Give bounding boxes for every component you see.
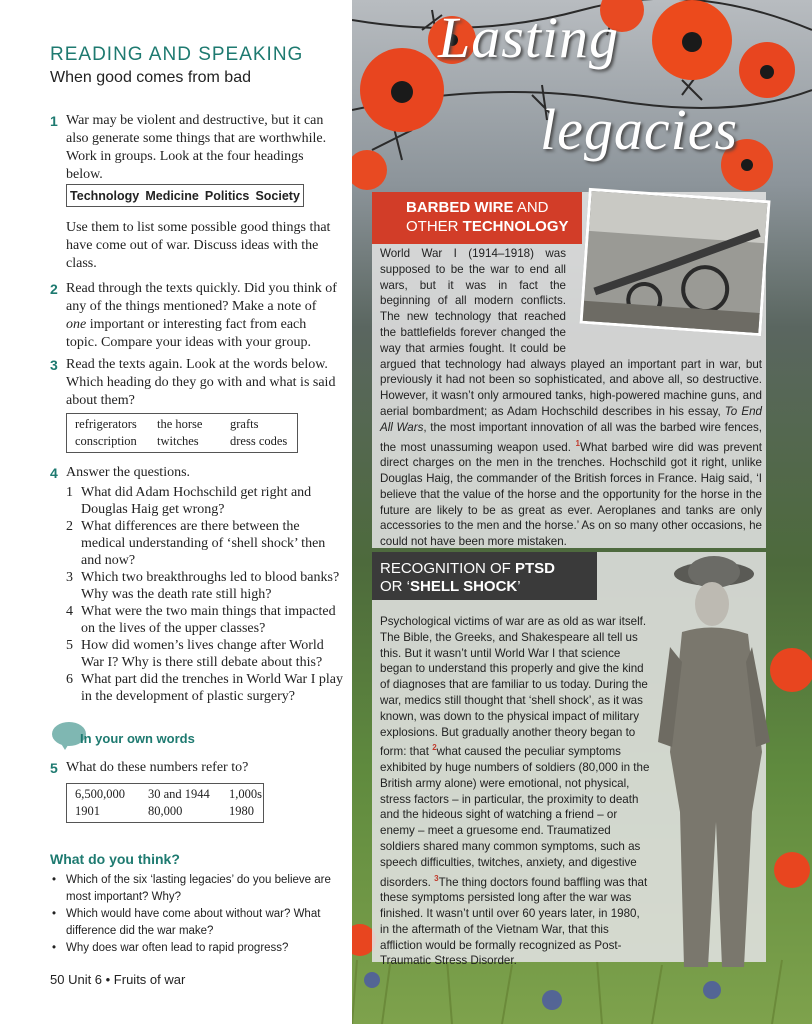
article-title-line1: Lasting	[438, 5, 620, 70]
bullet-item: • Why does war often lead to rapid progress?	[52, 940, 342, 957]
task-text: Read through the texts quickly. Did you think of any of the things mentioned? Make a note of one important or interesting fact from each topic. Compare your ideas with your group.	[66, 281, 337, 350]
word: dress codes	[230, 433, 288, 448]
number: 30 and 1944	[148, 787, 210, 801]
page-footer: 50 Unit 6 • Fruits of war	[50, 972, 186, 987]
ptsd-article	[372, 552, 766, 968]
heading-word: Medicine	[145, 188, 199, 203]
number: 1901	[75, 803, 100, 818]
barbed-wire-body: World War I (1914–1918) was supposed to be the war to end all wars, but it was in fact the beginning of all modern conflicts. The new technology that reached the battlefields forever changed the way that armies fought. It could be argued that technology had always played an important part in war, but previously it had not been so sophisticated, and above all, so destructive. However, it wasn’t only armoured tanks, high-powered machine guns, and aerial bombardment; as Adam Hochschild describes in his essay, To End All Wars, the most important innovation of all was the barbed wire fences, the most unassuming weapon used. $^1$What barbed wire did was prevent direct charges on the men in the trenches. Hochschild got it right, unlike Douglas Haig, the commander of the British forces in France. Haig said, ‘I believe that the value of the horse and the opportunity for the horse in the future are likely to be as great as ever. Aeroplanes and tanks are only accessories to the men and the horse.’ As on so many other occasions, he could not have been more mistaken.	[380, 247, 762, 549]
question-list	[66, 484, 346, 705]
number: 1980	[229, 803, 254, 818]
task-number: 4	[50, 465, 58, 481]
word: grafts	[230, 417, 259, 431]
question: 3 Which two breakthroughs led to blood banks? Why was the death rate still high?	[66, 570, 340, 602]
cornflower-icon	[364, 972, 721, 1010]
task-3	[50, 356, 340, 410]
article-column	[352, 0, 812, 1024]
question: 5 How did women’s lives change after World War I? Why is there still debate about this?	[66, 638, 324, 670]
words-box	[66, 413, 298, 453]
number: 1,000s	[229, 787, 262, 801]
exercise-column	[0, 0, 350, 1024]
heading-word: Politics	[204, 188, 250, 203]
soldier-photo	[652, 552, 782, 967]
task-4	[50, 464, 340, 482]
task-1-continued	[50, 219, 340, 273]
question: 2 What differences are there between the medical understanding of ‘shell shock’ then and now?	[66, 519, 326, 568]
heading-word: Technology	[70, 188, 140, 203]
numbers-box	[66, 783, 264, 823]
task-number: 5	[50, 760, 58, 776]
barbed-wire-article	[372, 192, 766, 548]
task-text: Answer the questions.	[66, 465, 191, 480]
in-your-own-words-label: In your own words	[80, 731, 195, 746]
section-subtitle: When good comes from bad	[50, 69, 251, 86]
task-text: What do these numbers refer to?	[66, 760, 249, 775]
task-number: 2	[50, 281, 58, 297]
ptsd-heading: RECOGNITION OF PTSD OR ‘SHELL SHOCK’	[372, 552, 597, 600]
task-number: 1	[50, 113, 58, 129]
task-1	[50, 112, 340, 184]
barbed-wire-heading: BARBED WIRE AND OTHER TECHNOLOGY	[372, 192, 582, 244]
bullet-item: • Which would have come about without war? What difference did the war make?	[52, 906, 342, 940]
bullet-item: • Which of the six ‘lasting legacies’ do you believe are most important? Why?	[52, 872, 342, 906]
headings-box	[66, 184, 304, 207]
word: conscription	[75, 433, 137, 448]
task-text: War may be violent and destructive, but it can also generate some things that are worthwhile. Work in groups. Look at the four headings below.	[66, 113, 327, 182]
number: 6,500,000	[75, 787, 125, 801]
number: 80,000	[148, 803, 183, 818]
question: 1 What did Adam Hochschild get right and Douglas Haig get wrong?	[66, 485, 312, 517]
task-number: 3	[50, 357, 58, 373]
task-text: Use them to list some possible good things that have come out of war. Discuss ideas with the class.	[66, 220, 331, 271]
task-text: Read the texts again. Look at the words below. Which heading do they go with and what is said about them?	[66, 357, 336, 408]
word: refrigerators	[75, 417, 137, 431]
section-title: READING AND SPEAKING	[50, 44, 304, 65]
question: 4 What were the two main things that impacted on the lives of the upper classes?	[66, 604, 336, 636]
question: 6 What part did the trenches in World War I play in the development of plastic surgery?	[66, 672, 343, 704]
heading-word: Society	[255, 188, 300, 203]
discussion-bullets	[52, 872, 342, 957]
word: twitches	[157, 433, 199, 448]
task-5	[50, 759, 340, 777]
task-2	[50, 280, 340, 352]
article-title-line2: legacies	[540, 97, 739, 162]
ptsd-body: Psychological victims of war are as old as war itself. The Bible, the Greeks, and Shakespeare all tell us this. But it wasn’t until World War I that science began to understand this properly and give the kind of diagnoses that are familiar to us today. During the war, medics still thought that ‘shell shock’, as it was known, was down to the physical impact of military explosions. But gradually another theory began to form: that $^2$what caused the peculiar symptoms exhibited by huge numbers of soldiers (80,000 in the British army alone) were emotional, not physical, stress factors – in particular, the proximity to death and the hideous sight of watching a friend – or enemy – meet a gruesome end. Traumatized soldiers shared many common symptoms, such as speech difficulties, twitches, anxiety, and digestive disorders. $^3$The thing doctors found baffling was that these symptoms persisted long after the war was finished. It wasn’t until over 60 years later, in 1980, in the aftermath of the Vietnam War, that this affliction would be formally recognized as Post-Traumatic Stress Disorder.	[380, 615, 650, 968]
what-do-you-think-title: What do you think?	[50, 851, 180, 867]
word: the horse	[157, 417, 203, 431]
